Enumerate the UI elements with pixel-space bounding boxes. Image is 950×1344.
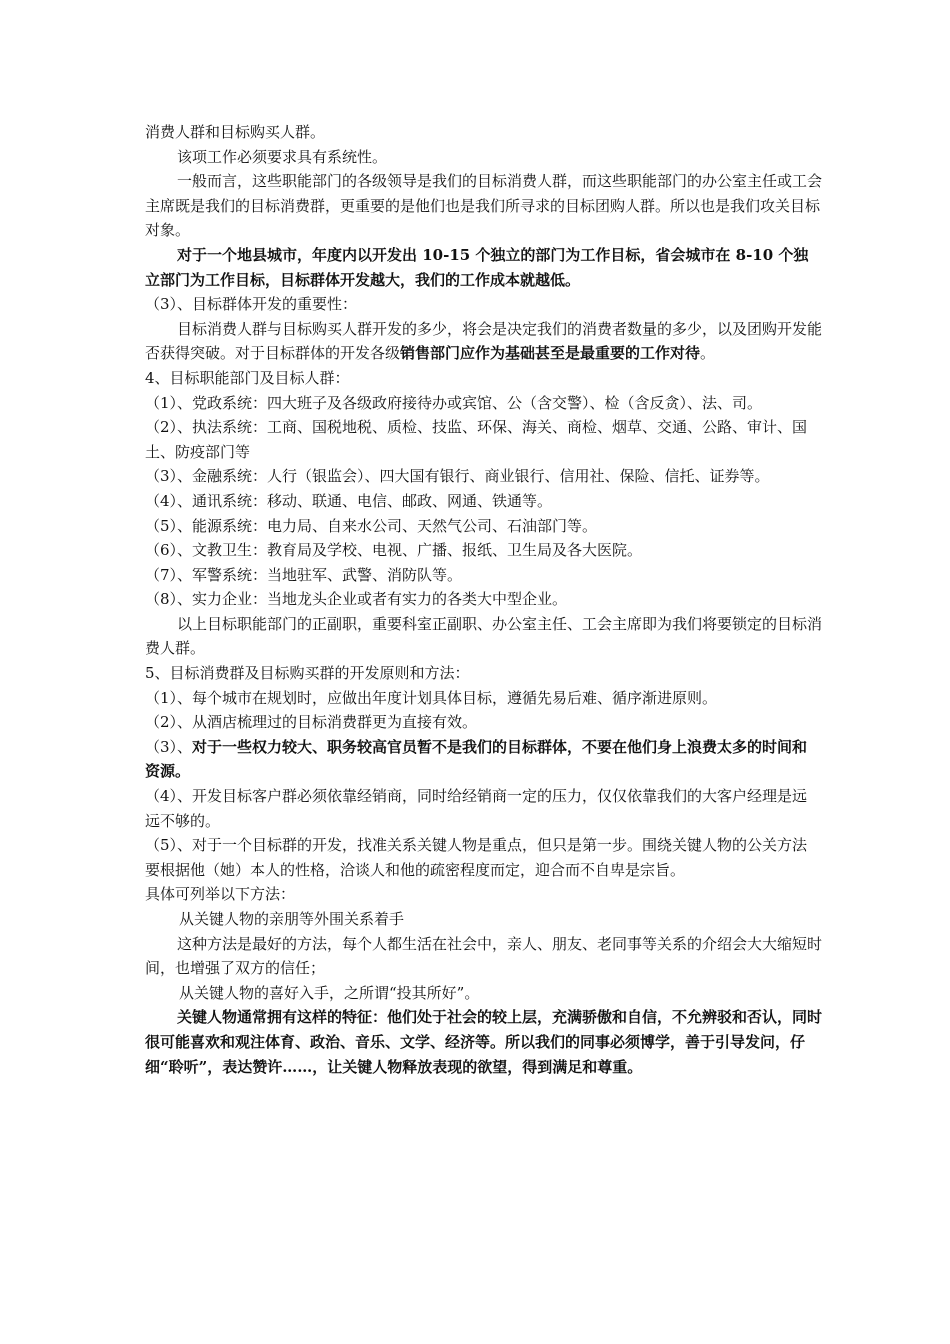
list-item-principle-1: （1）、每个城市在规划时，应做出年度计划具体目标，遵循先易后难、循序渐进原则。 bbox=[145, 688, 718, 707]
heading-target-departments: 4、目标职能部门及目标人群： bbox=[145, 368, 350, 387]
list-item-principle-4: （4）、开发目标客户群必须依靠经销商，同时给经销商一定的压力，仅仅依靠我们的大客户经理是远远不够的。 bbox=[145, 787, 808, 830]
list-item-principle-5: （5）、对于一个目标群的开发，找准关系关键人物是重点，但只是第一步。围绕关键人物的公关方法要根据他（她）本人的性格，洽谈人和他的疏密程度而定，迎合而不自卑是宗旨。 bbox=[145, 836, 808, 879]
principle-3-number: （3）、 bbox=[145, 737, 193, 756]
list-item-energy: （5）、能源系统：电力局、自来水公司、天然气公司、石油部门等。 bbox=[145, 516, 598, 535]
paragraph-summary: 以上目标职能部门的正副职，重要科室正副职、办公室主任、工会主席即为我们将要锁定的目标消费人群。 bbox=[145, 614, 823, 658]
bullet-item-relations bbox=[145, 907, 822, 932]
list-item-military-police: （7）、军警系统：当地驻军、武警、消防队等。 bbox=[145, 565, 463, 584]
list-item-finance: （3）、金融系统：人行（银监会）、四大国有银行、商业银行、信用社、保险、信托、证券等。 bbox=[145, 467, 770, 486]
paragraph-relations: 这种方法是最好的方法，每个人都生活在社会中，亲人、朋友、老同事等关系的介绍会大大缩短时间，也增强了双方的信任； bbox=[145, 934, 823, 978]
importance-text: 目标消费人群与目标购买人群开发的多少，将会是决定我们的消费者数量的多少，以及团购开发能否获得突破。对于目标群体的开发各级 bbox=[145, 319, 823, 363]
principle-3-bold-text: 对于一些权力较大、职务较高官员暂不是我们的目标群体，不要在他们身上浪费太多的时间和资源。 bbox=[145, 737, 808, 781]
paragraph-systematic: 该项工作必须要求具有系统性。 bbox=[177, 147, 388, 166]
bullet-text: 从关键人物的喜好入手，之所谓“投其所好”。 bbox=[179, 983, 480, 1002]
bullet-item-hobbies bbox=[145, 981, 822, 1006]
heading-methods: 具体可列举以下方法： bbox=[145, 885, 296, 904]
list-item-telecom: （4）、通讯系统：移动、联通、电信、邮政、网通、铁通等。 bbox=[145, 491, 553, 510]
list-item-law-enforcement: （2）、执法系统：工商、国税地税、质检、技监、环保、海关、商检、烟草、交通、公路、审计、国土、防疫部门等 bbox=[145, 418, 808, 461]
importance-end: 。 bbox=[700, 344, 716, 363]
list-item-principle-2: （2）、从酒店梳理过的目标消费群更为直接有效。 bbox=[145, 713, 478, 732]
paragraph-importance bbox=[145, 317, 822, 366]
paragraph-continuation: 消费人群和目标购买人群。 bbox=[145, 123, 326, 141]
paragraph-target-count: 对于一个地县城市，年度内以开发出 10-15 个独立的部门为工作目标，省会城市在 8-10 个独立部门为工作目标，目标群体开发越大，我们的工作成本就越低。 bbox=[145, 245, 809, 289]
paragraph-general: 一般而言，这些职能部门的各级领导是我们的目标消费人群，而这些职能部门的办公室主任或工会主席既是我们的目标消费群，更重要的是他们也是我们所寻求的目标团购人群。所以也是我们攻关目标对象。 bbox=[145, 172, 823, 240]
paragraph-key-person-traits: 关键人物通常拥有这样的特征：他们处于社会的较上层，充满骄傲和自信，不允辨驳和否认，同时很可能喜欢和观注体育、政治、音乐、文学、经济等。所以我们的同事必须博学，善于引导发问，仔细“聆听”，表达赞许……，让关键人物释放表现的欲望，得到满足和尊重。 bbox=[145, 1008, 823, 1076]
heading-principles: 5、目标消费群及目标购买群的开发原则和方法： bbox=[145, 664, 470, 683]
bullet-text: 从关键人物的亲朋等外围关系着手 bbox=[179, 910, 405, 928]
heading-importance: （3）、目标群体开发的重要性： bbox=[145, 295, 358, 314]
list-item-education-health: （6）、文教卫生：教育局及学校、电视、广播、报纸、卫生局及各大医院。 bbox=[145, 541, 643, 560]
list-item-principle-3 bbox=[145, 735, 822, 784]
importance-bold-text: 销售部门应作为基础甚至是最重要的工作对待 bbox=[400, 344, 701, 363]
list-item-enterprises: （8）、实力企业：当地龙头企业或者有实力的各类大中型企业。 bbox=[145, 590, 568, 609]
list-item-party-government: （1）、党政系统：四大班子及各级政府接待办或宾馆、公（含交警）、检（含反贪）、法、司。 bbox=[145, 393, 763, 412]
